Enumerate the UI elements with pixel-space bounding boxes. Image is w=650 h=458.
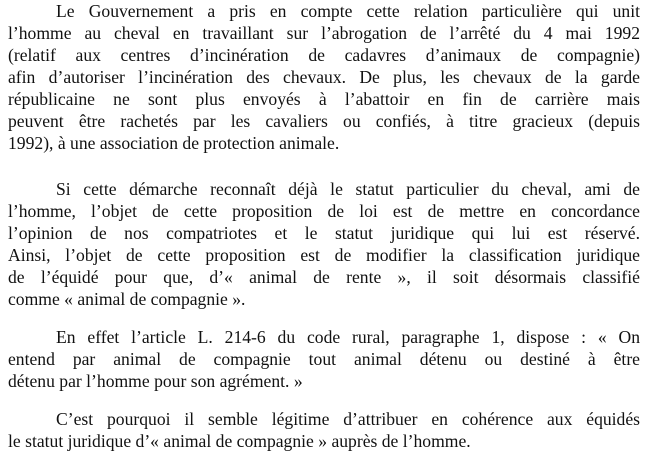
paragraph-line: Le Gouvernement a pris en compte cette relation particulière qui unit — [56, 1, 640, 21]
paragraph-line: afin d’autoriser l’incinération des chevaux. De plus, les chevaux de la garde — [8, 67, 640, 87]
paragraph-4 — [0, 408, 650, 452]
paragraph-line: 1992), à une association de protection animale. — [8, 133, 340, 153]
paragraph-line: l’homme, l’objet de cette proposition de loi est de mettre en concordance — [8, 201, 640, 221]
paragraph-line: En effet l’article L. 214-6 du code rural, paragraphe 1, dispose : « On — [56, 327, 640, 347]
paragraph-3 — [0, 326, 650, 392]
paragraph-line: le statut juridique d’« animal de compagnie » auprès de l’homme. — [8, 431, 471, 451]
paragraph-line: C’est pourquoi il semble légitime d’attribuer en cohérence aux équidés — [56, 409, 640, 429]
paragraph-line: détenu par l’homme pour son agrément. » — [8, 371, 303, 391]
paragraph-line: républicaine ne sont plus envoyés à l’abattoir en fin de carrière mais — [8, 89, 640, 109]
paragraph-line: Si cette démarche reconnaît déjà le statut particulier du cheval, ami de — [56, 179, 640, 199]
paragraph-1 — [0, 0, 650, 154]
paragraph-2 — [0, 178, 650, 310]
paragraph-line: entend par animal de compagnie tout animal détenu ou destiné à être — [8, 349, 640, 369]
paragraph-line: l’homme au cheval en travaillant sur l’abrogation de l’arrêté du 4 mai 1992 — [8, 23, 640, 43]
paragraph-line: Ainsi, l’objet de cette proposition est de modifier la classification juridique — [8, 245, 640, 265]
paragraph-line: peuvent être rachetés par les cavaliers ou confiés, à titre gracieux (depuis — [8, 111, 640, 131]
paragraph-line: l’opinion de nos compatriotes et le statut juridique qui lui est réservé. — [8, 223, 640, 243]
paragraph-line: de l’équidé pour que, d’« animal de rente », il soit désormais classifié — [8, 267, 640, 287]
paragraph-line: comme « animal de compagnie ». — [8, 289, 246, 309]
paragraph-line: (relatif aux centres d’incinération de cadavres d’animaux de compagnie) — [8, 45, 640, 65]
